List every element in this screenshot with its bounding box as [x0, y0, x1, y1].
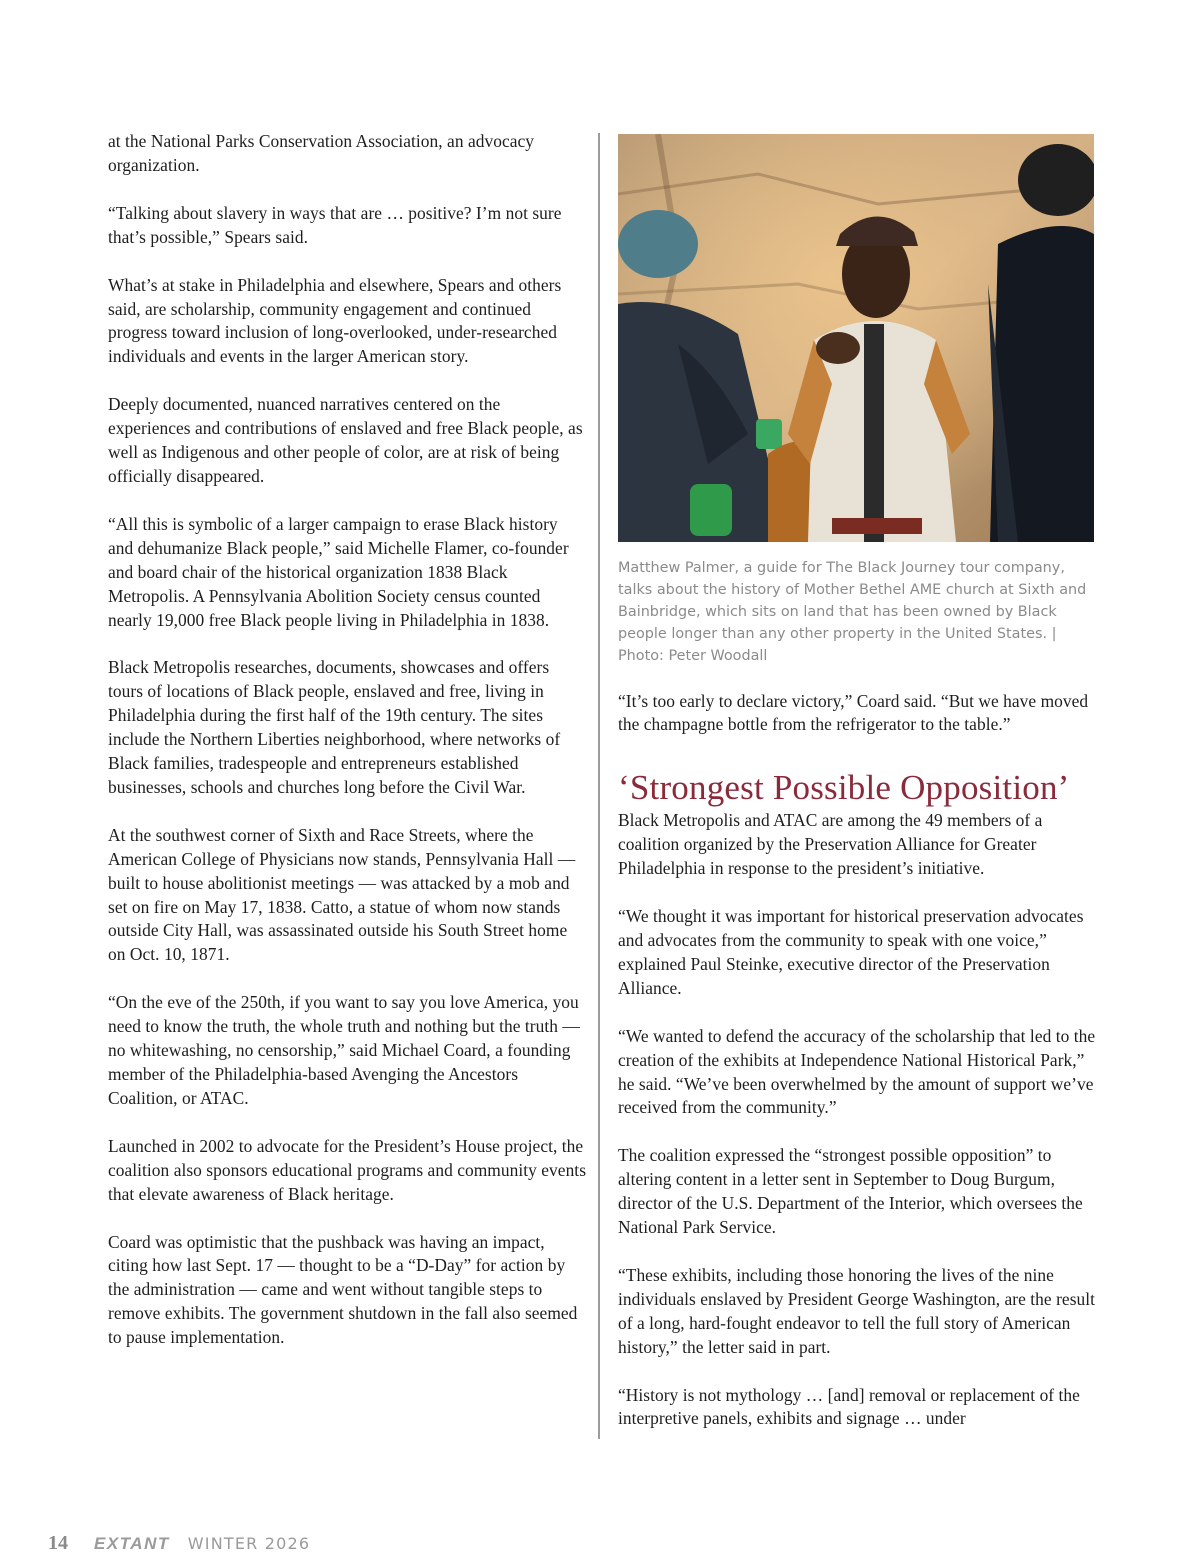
tour-guide-photo: [618, 134, 1094, 542]
body-paragraph: “Talking about slavery in ways that are … positive? I’m not sure that’s possible,” Spears said.: [108, 202, 562, 247]
body-paragraph: Black Metropolis researches, documents, showcases and offers tours of locations of Black people, enslaved and free, living in Philadelphia during the first half of the 19th century. The sites include the Northern Liberties neighborhood, where networks of Black families, tradespeople and entrepreneurs established businesses, schools and churches long before the Civil War.: [108, 657, 561, 797]
body-paragraph: “We thought it was important for historical preservation advocates and advocates from the community to speak with one voice,” explained Paul Steinke, executive director of the Preservation Alliance.: [618, 906, 1084, 998]
body-paragraph: Launched in 2002 to advocate for the President’s House project, the coalition also sponsors educational programs and community events that elevate awareness of Black heritage.: [108, 1135, 587, 1204]
page-number: 14: [48, 1532, 68, 1554]
right-column: [618, 134, 1096, 1455]
page-footer: [48, 1532, 310, 1556]
body-paragraph: “It’s too early to declare victory,” Coard said. “But we have moved the champagne bottle from the refrigerator to the table.”: [618, 690, 1089, 735]
body-paragraph: “All this is symbolic of a larger campaign to erase Black history and dehumanize Black people,” said Michelle Flamer, co-founder and board chair of the historical organization 1838 Black Metropolis. A Pennsylvania Abolition Society census counted nearly 19,000 free Black people living in Philadelphia in 1838.: [108, 513, 569, 630]
body-paragraph: “On the eve of the 250th, if you want to say you love America, you need to know the truth, the whole truth and nothing but the truth — no whitewashing, no censorship,” said Michael Coard, a founding member of the Philadelphia-based Avenging the Ancestors Coalition, or ATAC.: [108, 992, 580, 1108]
photo-illustration: [618, 134, 1094, 542]
column-divider: [598, 133, 600, 1439]
body-paragraph: Deeply documented, nuanced narratives centered on the experiences and contributions of enslaved and free Black people, as well as Indigenous and other people of color, are at risk of being officially disappeared.: [108, 394, 583, 486]
magazine-name: EXTANT: [94, 1534, 170, 1553]
body-paragraph: at the National Parks Conservation Association, an advocacy organization.: [108, 131, 535, 175]
left-column: [108, 130, 586, 1374]
photo-caption: Matthew Palmer, a guide for The Black Journey tour company, talks about the history of Mother Bethel AME church at Sixth and Bainbridge, which sits on land that has been owned by Black people longer than any other property in the United States. | Photo: Peter Woodall: [618, 560, 1087, 664]
body-paragraph: What’s at stake in Philadelphia and elsewhere, Spears and others said, are scholarship, community engagement and continued progress toward inclusion of long-overlooked, under-researched individuals and events in the larger American story.: [108, 274, 562, 367]
body-paragraph: Black Metropolis and ATAC are among the 49 members of a coalition organized by the Preservation Alliance for Greater Philadelphia in response to the president’s initiative.: [618, 810, 1043, 879]
body-paragraph: “These exhibits, including those honoring the lives of the nine individuals enslaved by President George Washington, are the result of a long, hard-fought endeavor to tell the full story of American history,” the letter said in part.: [618, 1264, 1096, 1357]
section-subhead: ‘Strongest Possible Opposition’: [618, 768, 1070, 808]
body-paragraph: The coalition expressed the “strongest possible opposition” to altering content in a letter sent in September to Doug Burgum, director of the U.S. Department of the Interior, which oversees the National Park Service.: [618, 1145, 1083, 1238]
body-paragraph: “We wanted to defend the accuracy of the scholarship that led to the creation of the exhibits at Independence National Historical Park,” he said. “We’ve been overwhelmed by the amount of support we’ve received from the community.”: [618, 1025, 1096, 1118]
body-paragraph: At the southwest corner of Sixth and Race Streets, where the American College of Physicians now stands, Pennsylvania Hall — built to house abolitionist meetings — was attacked by a mob and set on fire on May 17, 1838. Catto, a statue of whom now stands outside City Hall, was assassinated outside his South Street home on Oct. 10, 1871.: [108, 824, 576, 965]
body-paragraph: Coard was optimistic that the pushback was having an impact, citing how last Sept. 17 — thought to be a “D-Day” for action by the administration — came and went without tangible steps to remove exhibits. The government shutdown in the fall also seemed to pause implementation.: [108, 1231, 578, 1348]
body-paragraph: “History is not mythology … [and] removal or replacement of the interpretive panels, exhibits and signage … under: [618, 1384, 1080, 1429]
issue-label: WINTER 2026: [187, 1534, 311, 1553]
